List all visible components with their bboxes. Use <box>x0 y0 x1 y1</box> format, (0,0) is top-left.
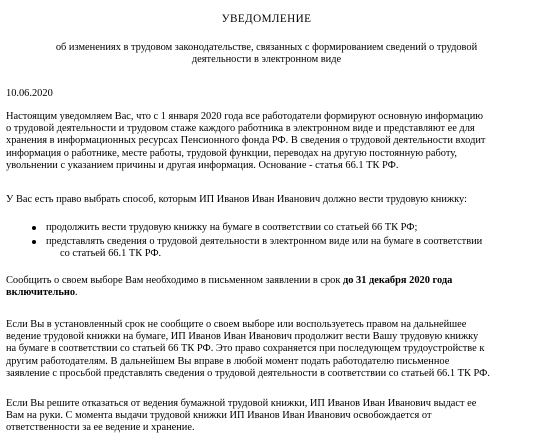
paragraph-deadline <box>6 275 526 299</box>
paragraph-line: Если Вы решите отказаться от ведения бумажной трудовой книжки, ИП Иванов Иван Иванович выдаст ее <box>6 398 477 409</box>
deadline-date: до 31 декабря 2020 года <box>343 275 453 286</box>
options-list <box>32 222 526 263</box>
paragraph-line: о трудовой деятельности и трудовом стаже каждого работника в электронном виде и представляют ее для <box>6 123 475 135</box>
paragraph-line: хранения в информационных ресурсах Пенсионного фонда РФ. В сведения о трудовой деятельности входит <box>6 135 486 147</box>
paragraph-default <box>6 319 526 380</box>
deadline-end: . <box>75 287 78 299</box>
paragraph-line: Если Вы в установленный срок не сообщите о своем выборе или воспользуетесь правом на дальнейшее <box>6 319 467 330</box>
paragraph-line: Вам на руки. С момента выдачи трудовой книжки ИП Иванов Иван Иванович освобождается от <box>6 410 432 422</box>
document-date: 10.06.2020 <box>6 88 53 99</box>
paragraph-refusal <box>6 398 526 435</box>
paragraph-line: ответственности за ее ведение и хранение. <box>6 422 195 434</box>
subtitle-line: об изменениях в трудовом законодательстве, связанных с формированием сведений о трудовой <box>55 42 478 53</box>
subtitle-line: деятельности в электронном виде <box>191 54 342 65</box>
list-item-text: представлять сведения о трудовой деятельности в электронном виде или на бумаге в соответствии <box>46 236 483 248</box>
list-item <box>32 222 526 234</box>
document-title: УВЕДОМЛЕНИЕ <box>221 13 312 25</box>
paragraph-line: другим работодателям. В дальнейшем Вы вправе в любой момент подать работодателю письменное <box>6 355 450 367</box>
paragraph-notice <box>6 111 526 172</box>
list-item <box>32 236 526 260</box>
paragraph-line: ведение трудовой книжки на бумаге, ИП Иванов Иван Иванович продолжит вести Вашу трудовую книжку <box>6 331 479 343</box>
document-subtitle <box>20 42 513 66</box>
paragraph-line: информация о работнике, месте работы, трудовой функции, переводах на другую постоянную работу, <box>6 147 457 159</box>
paragraph-line: Настоящим уведомляем Вас, что с 1 января 2020 года все работодатели формируют основную информацию <box>6 111 484 122</box>
list-item-text: со статьей 66.1 ТК РФ. <box>60 248 162 260</box>
paragraph-line: на бумаге в соответствии со статьей 66 ТК РФ. Это право сохраняется при последующем трудоустройстве к <box>6 343 485 355</box>
bullet-icon <box>32 226 36 230</box>
deadline-text: Сообщить о своем выборе Вам необходимо в письменном заявлении в срок <box>6 275 343 286</box>
bullet-icon <box>32 240 36 244</box>
paragraph-line: заявление с просьбой представлять сведения о трудовой деятельности в соответствии со статьей 66.1 ТК РФ. <box>6 367 490 379</box>
paragraph-line: увольнении с указанием причины и другая информация. Основание - статья 66.1 ТК РФ. <box>6 159 399 171</box>
deadline-inclusive: включительно <box>6 287 76 299</box>
list-item-text: продолжить вести трудовую книжку на бумаге в соответствии со статьей 66 ТК РФ; <box>46 222 418 233</box>
paragraph-choice: У Вас есть право выбрать способ, которым ИП Иванов Иван Иванович должно вести трудовую книжку: <box>6 194 467 205</box>
